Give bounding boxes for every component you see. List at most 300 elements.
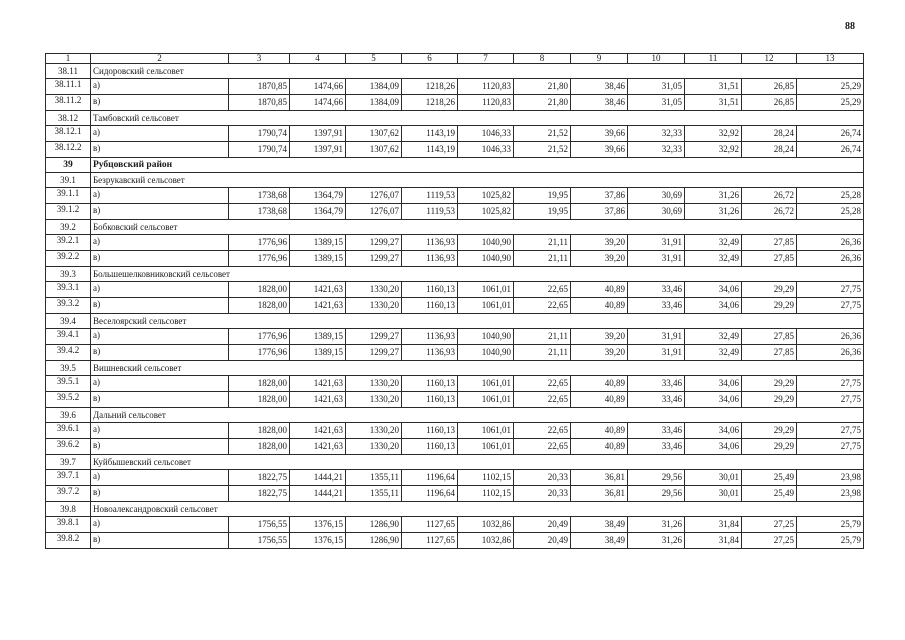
value-cell: 31,84 <box>685 533 742 549</box>
settlement-name: Тамбовский сельсовет <box>91 111 864 126</box>
value-cell: 30,01 <box>685 486 742 502</box>
column-header: 10 <box>628 54 685 64</box>
value-cell: 39,66 <box>571 142 628 158</box>
value-cell: 1040,90 <box>458 235 514 251</box>
value-cell: 25,79 <box>797 533 864 549</box>
value-cell: 21,11 <box>514 345 571 361</box>
value-cell: 22,65 <box>514 423 571 439</box>
value-cell: 32,49 <box>685 251 742 267</box>
value-cell: 29,29 <box>742 423 797 439</box>
value-cell: 39,20 <box>571 329 628 345</box>
value-cell: 1474,66 <box>290 79 346 95</box>
value-cell: 21,80 <box>514 95 571 111</box>
value-cell: 21,52 <box>514 126 571 142</box>
value-cell: 1061,01 <box>458 282 514 298</box>
value-cell: 32,49 <box>685 329 742 345</box>
value-cell: 27,25 <box>742 533 797 549</box>
value-cell: 29,29 <box>742 376 797 392</box>
row-code: 39.7 <box>46 455 91 470</box>
value-cell: 29,56 <box>628 470 685 486</box>
table-row <box>46 345 864 361</box>
row-label: в) <box>91 298 229 314</box>
value-cell: 40,89 <box>571 423 628 439</box>
value-cell: 26,36 <box>797 235 864 251</box>
value-cell: 1474,66 <box>290 95 346 111</box>
row-label: а) <box>91 126 229 142</box>
settlement-name: Большешелковниковский сельсовет <box>91 267 864 282</box>
value-cell: 25,28 <box>797 204 864 220</box>
settlement-row <box>46 267 864 282</box>
value-cell: 1330,20 <box>346 423 402 439</box>
district-row <box>46 158 864 173</box>
value-cell: 1160,13 <box>402 376 458 392</box>
table-row <box>46 486 864 502</box>
value-cell: 28,24 <box>742 142 797 158</box>
value-cell: 1136,93 <box>402 329 458 345</box>
value-cell: 22,65 <box>514 376 571 392</box>
value-cell: 33,46 <box>628 376 685 392</box>
value-cell: 1102,15 <box>458 470 514 486</box>
value-cell: 34,06 <box>685 423 742 439</box>
value-cell: 1127,65 <box>402 517 458 533</box>
value-cell: 21,52 <box>514 142 571 158</box>
row-code: 39.4.1 <box>46 329 91 345</box>
value-cell: 34,06 <box>685 282 742 298</box>
value-cell: 38,46 <box>571 79 628 95</box>
value-cell: 1046,33 <box>458 126 514 142</box>
value-cell: 31,84 <box>685 517 742 533</box>
value-cell: 1143,19 <box>402 142 458 158</box>
value-cell: 1790,74 <box>229 126 290 142</box>
column-header: 4 <box>290 54 346 64</box>
value-cell: 34,06 <box>685 439 742 455</box>
column-header: 11 <box>685 54 742 64</box>
value-cell: 26,36 <box>797 345 864 361</box>
table-row <box>46 126 864 142</box>
value-cell: 30,69 <box>628 188 685 204</box>
value-cell: 26,74 <box>797 126 864 142</box>
row-code: 38.11.2 <box>46 95 91 111</box>
value-cell: 33,46 <box>628 423 685 439</box>
column-header: 3 <box>229 54 290 64</box>
value-cell: 36,81 <box>571 486 628 502</box>
row-code: 38.12.1 <box>46 126 91 142</box>
value-cell: 1160,13 <box>402 423 458 439</box>
row-code: 38.12 <box>46 111 91 126</box>
settlement-name: Бобковский сельсовет <box>91 220 864 235</box>
row-code: 39.6.1 <box>46 423 91 439</box>
settlement-name: Куйбышевский сельсовет <box>91 455 864 470</box>
value-cell: 31,26 <box>685 188 742 204</box>
row-label: а) <box>91 376 229 392</box>
settlement-name: Вишневский сельсовет <box>91 361 864 376</box>
value-cell: 1828,00 <box>229 392 290 408</box>
column-number-header <box>46 54 864 64</box>
settlement-name: Веселоярский сельсовет <box>91 314 864 329</box>
row-code: 39.4.2 <box>46 345 91 361</box>
row-code: 38.11 <box>46 64 91 79</box>
column-header: 13 <box>797 54 864 64</box>
table-row <box>46 376 864 392</box>
row-code: 39.6 <box>46 408 91 423</box>
value-cell: 27,75 <box>797 439 864 455</box>
value-cell: 26,85 <box>742 95 797 111</box>
value-cell: 39,20 <box>571 345 628 361</box>
value-cell: 19,95 <box>514 204 571 220</box>
value-cell: 33,46 <box>628 298 685 314</box>
table-row <box>46 204 864 220</box>
value-cell: 1822,75 <box>229 470 290 486</box>
value-cell: 37,86 <box>571 188 628 204</box>
value-cell: 22,65 <box>514 298 571 314</box>
value-cell: 34,06 <box>685 298 742 314</box>
value-cell: 29,29 <box>742 439 797 455</box>
value-cell: 31,05 <box>628 79 685 95</box>
value-cell: 1776,96 <box>229 235 290 251</box>
value-cell: 1143,19 <box>402 126 458 142</box>
value-cell: 32,33 <box>628 126 685 142</box>
column-header: 5 <box>346 54 402 64</box>
settlement-row <box>46 173 864 188</box>
value-cell: 1330,20 <box>346 376 402 392</box>
column-header: 8 <box>514 54 571 64</box>
value-cell: 37,86 <box>571 204 628 220</box>
value-cell: 27,85 <box>742 345 797 361</box>
value-cell: 1218,26 <box>402 95 458 111</box>
settlement-name: Новоалександровский сельсовет <box>91 502 864 517</box>
value-cell: 32,49 <box>685 235 742 251</box>
value-cell: 1355,11 <box>346 486 402 502</box>
settlement-name: Сидоровский сельсовет <box>91 64 864 79</box>
value-cell: 31,05 <box>628 95 685 111</box>
value-cell: 1276,07 <box>346 204 402 220</box>
value-cell: 27,75 <box>797 392 864 408</box>
row-label: а) <box>91 517 229 533</box>
value-cell: 1444,21 <box>290 486 346 502</box>
column-header: 7 <box>458 54 514 64</box>
value-cell: 1061,01 <box>458 298 514 314</box>
value-cell: 1776,96 <box>229 345 290 361</box>
value-cell: 32,92 <box>685 126 742 142</box>
value-cell: 30,01 <box>685 470 742 486</box>
value-cell: 34,06 <box>685 392 742 408</box>
column-header: 1 <box>46 54 91 64</box>
value-cell: 27,85 <box>742 235 797 251</box>
value-cell: 1776,96 <box>229 329 290 345</box>
row-code: 39.4 <box>46 314 91 329</box>
value-cell: 33,46 <box>628 392 685 408</box>
value-cell: 1120,83 <box>458 95 514 111</box>
value-cell: 1421,63 <box>290 298 346 314</box>
value-cell: 19,95 <box>514 188 571 204</box>
row-code: 39 <box>46 158 91 173</box>
value-cell: 1397,91 <box>290 142 346 158</box>
row-code: 39.8.2 <box>46 533 91 549</box>
value-cell: 25,29 <box>797 79 864 95</box>
table-row <box>46 235 864 251</box>
value-cell: 32,92 <box>685 142 742 158</box>
settlement-name: Безрукавский сельсовет <box>91 173 864 188</box>
value-cell: 1389,15 <box>290 251 346 267</box>
value-cell: 40,89 <box>571 298 628 314</box>
row-label: а) <box>91 470 229 486</box>
value-cell: 26,36 <box>797 329 864 345</box>
settlement-row <box>46 64 864 79</box>
value-cell: 40,89 <box>571 376 628 392</box>
row-label: в) <box>91 95 229 111</box>
value-cell: 23,98 <box>797 486 864 502</box>
value-cell: 32,49 <box>685 345 742 361</box>
value-cell: 1330,20 <box>346 282 402 298</box>
settlement-row <box>46 408 864 423</box>
value-cell: 31,91 <box>628 345 685 361</box>
value-cell: 1738,68 <box>229 188 290 204</box>
value-cell: 27,85 <box>742 251 797 267</box>
value-cell: 21,11 <box>514 329 571 345</box>
row-label: в) <box>91 439 229 455</box>
value-cell: 1119,53 <box>402 204 458 220</box>
value-cell: 31,26 <box>685 204 742 220</box>
value-cell: 39,20 <box>571 235 628 251</box>
row-code: 38.12.2 <box>46 142 91 158</box>
value-cell: 1376,15 <box>290 533 346 549</box>
value-cell: 23,98 <box>797 470 864 486</box>
value-cell: 39,20 <box>571 251 628 267</box>
row-label: в) <box>91 204 229 220</box>
table-row <box>46 298 864 314</box>
value-cell: 1421,63 <box>290 392 346 408</box>
value-cell: 1032,86 <box>458 517 514 533</box>
row-label: в) <box>91 345 229 361</box>
value-cell: 20,33 <box>514 470 571 486</box>
value-cell: 21,11 <box>514 235 571 251</box>
value-cell: 1160,13 <box>402 392 458 408</box>
value-cell: 21,80 <box>514 79 571 95</box>
value-cell: 1160,13 <box>402 282 458 298</box>
value-cell: 1160,13 <box>402 298 458 314</box>
row-code: 39.6.2 <box>46 439 91 455</box>
value-cell: 1397,91 <box>290 126 346 142</box>
settlement-row <box>46 220 864 235</box>
value-cell: 21,11 <box>514 251 571 267</box>
table-row <box>46 392 864 408</box>
value-cell: 25,79 <box>797 517 864 533</box>
settlement-row <box>46 502 864 517</box>
column-header: 6 <box>402 54 458 64</box>
value-cell: 26,74 <box>797 142 864 158</box>
value-cell: 38,49 <box>571 517 628 533</box>
value-cell: 1330,20 <box>346 392 402 408</box>
value-cell: 1286,90 <box>346 517 402 533</box>
value-cell: 1046,33 <box>458 142 514 158</box>
value-cell: 31,91 <box>628 235 685 251</box>
row-label: в) <box>91 533 229 549</box>
table-row <box>46 142 864 158</box>
settlement-row <box>46 455 864 470</box>
value-cell: 1384,09 <box>346 79 402 95</box>
value-cell: 1120,83 <box>458 79 514 95</box>
value-cell: 40,89 <box>571 439 628 455</box>
value-cell: 1136,93 <box>402 235 458 251</box>
value-cell: 1822,75 <box>229 486 290 502</box>
value-cell: 26,85 <box>742 79 797 95</box>
value-cell: 1870,85 <box>229 79 290 95</box>
value-cell: 38,49 <box>571 533 628 549</box>
row-code: 39.2.2 <box>46 251 91 267</box>
value-cell: 22,65 <box>514 392 571 408</box>
value-cell: 1355,11 <box>346 470 402 486</box>
value-cell: 1828,00 <box>229 298 290 314</box>
value-cell: 1102,15 <box>458 486 514 502</box>
value-cell: 1828,00 <box>229 423 290 439</box>
value-cell: 1384,09 <box>346 95 402 111</box>
value-cell: 1299,27 <box>346 329 402 345</box>
value-cell: 1738,68 <box>229 204 290 220</box>
table-row <box>46 251 864 267</box>
page-number: 88 <box>845 21 855 32</box>
value-cell: 31,26 <box>628 517 685 533</box>
row-code: 39.5.2 <box>46 392 91 408</box>
table-row <box>46 282 864 298</box>
value-cell: 1756,55 <box>229 517 290 533</box>
row-code: 39.2 <box>46 220 91 235</box>
value-cell: 1421,63 <box>290 282 346 298</box>
value-cell: 22,65 <box>514 282 571 298</box>
value-cell: 1421,63 <box>290 439 346 455</box>
row-label: в) <box>91 392 229 408</box>
row-code: 39.3.1 <box>46 282 91 298</box>
value-cell: 1061,01 <box>458 439 514 455</box>
value-cell: 39,66 <box>571 126 628 142</box>
row-code: 39.8 <box>46 502 91 517</box>
row-code: 38.11.1 <box>46 79 91 95</box>
value-cell: 1828,00 <box>229 439 290 455</box>
settlement-name: Дальний сельсовет <box>91 408 864 423</box>
value-cell: 25,29 <box>797 95 864 111</box>
row-code: 39.8.1 <box>46 517 91 533</box>
value-cell: 1299,27 <box>346 251 402 267</box>
value-cell: 29,29 <box>742 392 797 408</box>
row-label: а) <box>91 235 229 251</box>
value-cell: 1870,85 <box>229 95 290 111</box>
value-cell: 22,65 <box>514 439 571 455</box>
settlement-row <box>46 111 864 126</box>
value-cell: 1025,82 <box>458 188 514 204</box>
district-name: Рубцовский район <box>91 158 864 173</box>
value-cell: 31,51 <box>685 95 742 111</box>
value-cell: 27,25 <box>742 517 797 533</box>
value-cell: 1364,79 <box>290 204 346 220</box>
value-cell: 1330,20 <box>346 439 402 455</box>
value-cell: 34,06 <box>685 376 742 392</box>
value-cell: 1376,15 <box>290 517 346 533</box>
value-cell: 1299,27 <box>346 235 402 251</box>
row-label: в) <box>91 486 229 502</box>
value-cell: 25,49 <box>742 470 797 486</box>
settlement-row <box>46 361 864 376</box>
row-code: 39.7.1 <box>46 470 91 486</box>
table-row <box>46 423 864 439</box>
value-cell: 31,51 <box>685 79 742 95</box>
value-cell: 1218,26 <box>402 79 458 95</box>
value-cell: 27,75 <box>797 298 864 314</box>
value-cell: 25,28 <box>797 188 864 204</box>
value-cell: 1196,64 <box>402 486 458 502</box>
row-label: а) <box>91 282 229 298</box>
value-cell: 36,81 <box>571 470 628 486</box>
row-code: 39.3.2 <box>46 298 91 314</box>
value-cell: 38,46 <box>571 95 628 111</box>
column-header: 12 <box>742 54 797 64</box>
row-label: а) <box>91 79 229 95</box>
value-cell: 1040,90 <box>458 329 514 345</box>
value-cell: 1299,27 <box>346 345 402 361</box>
table-row <box>46 188 864 204</box>
value-cell: 29,29 <box>742 298 797 314</box>
row-label: в) <box>91 142 229 158</box>
row-code: 39.2.1 <box>46 235 91 251</box>
table-row <box>46 79 864 95</box>
value-cell: 1286,90 <box>346 533 402 549</box>
value-cell: 1061,01 <box>458 376 514 392</box>
value-cell: 1136,93 <box>402 251 458 267</box>
value-cell: 1061,01 <box>458 423 514 439</box>
value-cell: 1330,20 <box>346 298 402 314</box>
table-row <box>46 329 864 345</box>
row-code: 39.1 <box>46 173 91 188</box>
value-cell: 1160,13 <box>402 439 458 455</box>
table-row <box>46 95 864 111</box>
value-cell: 1756,55 <box>229 533 290 549</box>
settlement-row <box>46 314 864 329</box>
value-cell: 30,69 <box>628 204 685 220</box>
value-cell: 27,85 <box>742 329 797 345</box>
value-cell: 1276,07 <box>346 188 402 204</box>
value-cell: 1389,15 <box>290 329 346 345</box>
value-cell: 1444,21 <box>290 470 346 486</box>
table-row <box>46 517 864 533</box>
value-cell: 1790,74 <box>229 142 290 158</box>
value-cell: 1040,90 <box>458 251 514 267</box>
table-row <box>46 439 864 455</box>
value-cell: 20,49 <box>514 517 571 533</box>
value-cell: 1136,93 <box>402 345 458 361</box>
value-cell: 1389,15 <box>290 235 346 251</box>
value-cell: 20,49 <box>514 533 571 549</box>
row-code: 39.5.1 <box>46 376 91 392</box>
value-cell: 32,33 <box>628 142 685 158</box>
value-cell: 33,46 <box>628 439 685 455</box>
value-cell: 1040,90 <box>458 345 514 361</box>
value-cell: 1828,00 <box>229 282 290 298</box>
value-cell: 1421,63 <box>290 376 346 392</box>
value-cell: 26,72 <box>742 204 797 220</box>
row-code: 39.5 <box>46 361 91 376</box>
tariff-table <box>45 53 864 549</box>
row-label: а) <box>91 188 229 204</box>
value-cell: 29,56 <box>628 486 685 502</box>
row-code: 39.7.2 <box>46 486 91 502</box>
value-cell: 1307,62 <box>346 126 402 142</box>
value-cell: 1032,86 <box>458 533 514 549</box>
table-row <box>46 533 864 549</box>
table-row <box>46 470 864 486</box>
value-cell: 28,24 <box>742 126 797 142</box>
value-cell: 27,75 <box>797 423 864 439</box>
value-cell: 1389,15 <box>290 345 346 361</box>
value-cell: 1828,00 <box>229 376 290 392</box>
value-cell: 1061,01 <box>458 392 514 408</box>
